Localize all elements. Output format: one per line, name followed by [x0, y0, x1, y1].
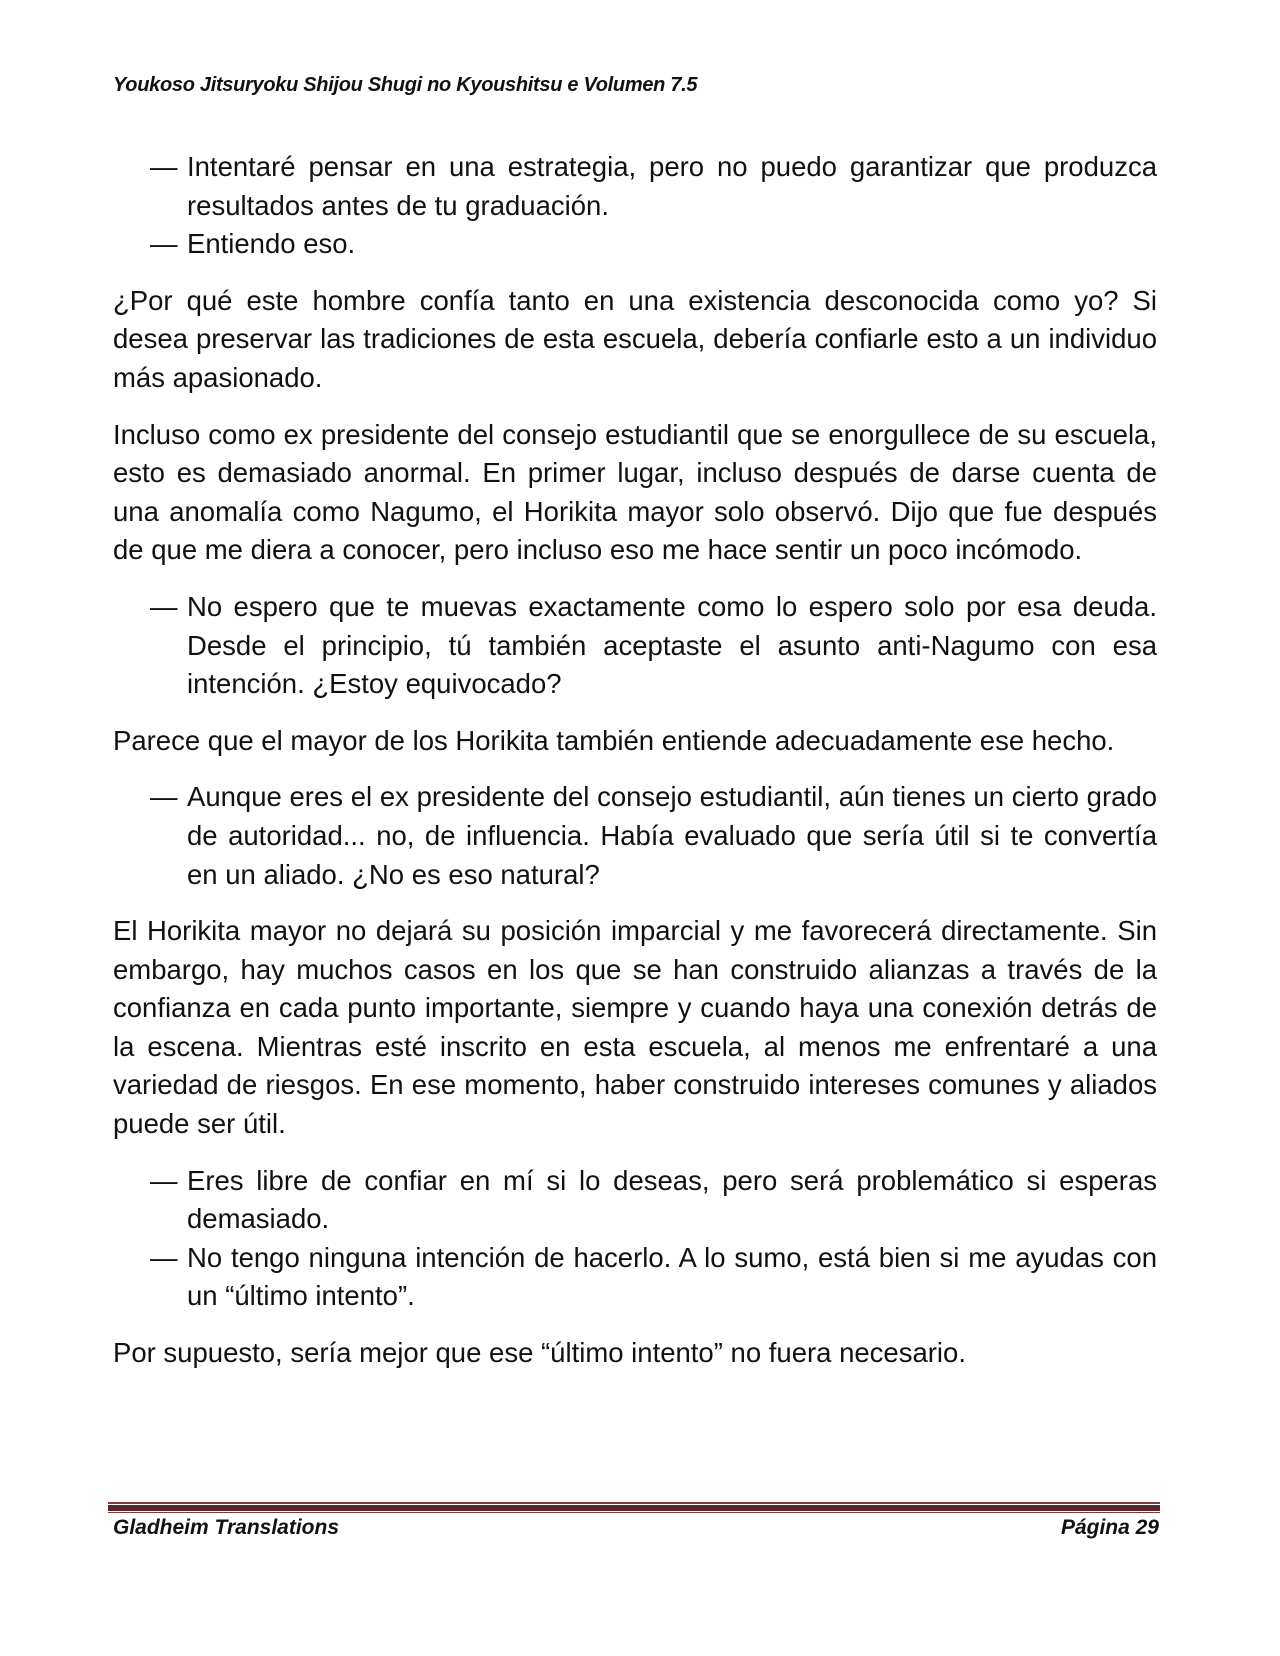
paragraph: Incluso como ex presidente del consejo estudiantil que se enorgullece de su escuela, esto es demasiado anormal. En primer lugar, incluso después de darse cuenta de una anomalía como Nagumo, el Horikita mayor solo observó. Dijo que fue después de que me diera a conocer, pero incluso eso me hace sentir un poco incómodo.: [113, 418, 1157, 566]
dialogue-block: [113, 588, 1157, 704]
dialogue-dash: —: [150, 1164, 178, 1196]
dialogue-text: No tengo ninguna intención de hacerlo. A lo sumo, está bien si me ayudas con un “último intento”.: [187, 1241, 1157, 1312]
running-header: Youkoso Jitsuryoku Shijou Shugi no Kyoushitsu e Volumen 7.5: [113, 74, 698, 96]
paragraph: ¿Por qué este hombre confía tanto en una existencia desconocida como yo? Si desea preservar las tradiciones de esta escuela, debería confiarle esto a un individuo más apasionado.: [113, 284, 1157, 393]
dialogue-line: [113, 778, 1157, 894]
footer-page-number: Página 29: [1060, 1516, 1159, 1539]
dialogue-line: [113, 588, 1157, 704]
dialogue-line: [113, 148, 1157, 225]
footer-translator: Gladheim Translations: [113, 1516, 340, 1539]
paragraph: El Horikita mayor no dejará su posición imparcial y me favorecerá directamente. Sin embargo, hay muchos casos en los que se han construido alianzas a través de la confianza en cada punto importante, siempre y cuando haya una conexión detrás de la escena. Mientras esté inscrito en esta escuela, al menos me enfrentaré a una variedad de riesgos. En ese momento, haber construido intereses comunes y aliados puede ser útil.: [113, 915, 1157, 1140]
dialogue-block: [113, 1162, 1157, 1316]
page-body: [113, 148, 1157, 1391]
dialogue-text: No espero que te muevas exactamente como lo espero solo por esa deuda. Desde el principio, tú también aceptaste el asunto anti-Nagumo con esa intención. ¿Estoy equivocado?: [187, 590, 1157, 700]
dialogue-text: Aunque eres el ex presidente del consejo estudiantil, aún tienes un cierto grado de autoridad... no, de influencia. Había evaluado que sería útil si te convertía en un aliado. ¿No es eso natural?: [187, 781, 1157, 890]
dialogue-dash: —: [150, 781, 178, 813]
dialogue-dash: —: [150, 590, 178, 622]
dialogue-block: [113, 148, 1157, 264]
paragraph: Por supuesto, sería mejor que ese “último intento” no fuera necesario.: [113, 1337, 966, 1369]
dialogue-dash: —: [150, 151, 178, 182]
dialogue-text: Eres libre de confiar en mí si lo deseas, pero será problemático si esperas demasiado.: [187, 1164, 1157, 1235]
footer-rule: [108, 1502, 1160, 1513]
dialogue-text: Intentaré pensar en una estrategia, pero no puedo garantizar que produzca resultados antes de tu graduación.: [187, 151, 1157, 221]
dialogue-block: [113, 778, 1157, 894]
dialogue-line: [113, 225, 1157, 264]
paragraph: Parece que el mayor de los Horikita también entiende adecuadamente ese hecho.: [113, 724, 1115, 756]
dialogue-dash: —: [150, 228, 178, 260]
dialogue-dash: —: [150, 1241, 178, 1273]
dialogue-text: Entiendo eso.: [187, 228, 356, 260]
dialogue-line: [113, 1239, 1157, 1316]
dialogue-line: [113, 1162, 1157, 1239]
